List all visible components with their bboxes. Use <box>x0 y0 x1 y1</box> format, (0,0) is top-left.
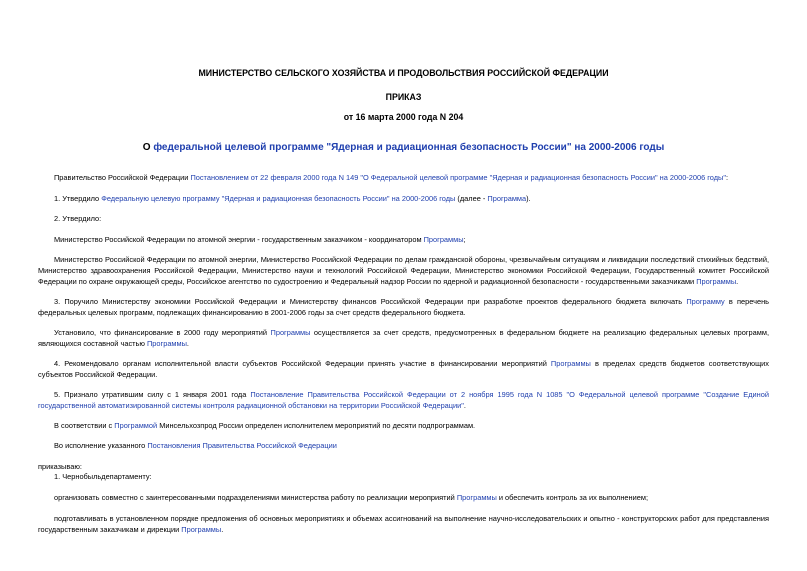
text: Правительство Российской Федерации <box>54 173 191 182</box>
program-link[interactable]: Программы <box>550 359 591 368</box>
text: Минсельхозпрод России определен исполнителем мероприятий по десяти подпрограммам. <box>157 421 476 430</box>
text: приказываю: <box>38 462 82 471</box>
paragraph-14 <box>38 492 769 503</box>
date-number-heading: от 16 марта 2000 года N 204 <box>343 112 464 122</box>
resolution-149-link[interactable]: Постановлением от 22 февраля 2000 года N 149 "О Федеральной целевой программе "Ядерная и радиационная безопасность России" на 2000-2006 годы" <box>190 173 726 182</box>
doc-type-heading: ПРИКАЗ <box>385 92 422 102</box>
text: 1. Утвердило <box>54 194 102 203</box>
text: Во исполнение указанного <box>54 441 148 450</box>
paragraph-9 <box>38 389 769 411</box>
text: и обеспечить контроль за их выполнением; <box>496 493 648 502</box>
text: организовать совместно с заинтересованными подразделениями министерства работу по реализации мероприятий <box>54 493 457 502</box>
program-link[interactable]: Программой <box>114 421 158 430</box>
text: . <box>736 277 739 286</box>
resolution-link[interactable]: Постановления Правительства Российской Федерации <box>147 441 337 450</box>
text: . <box>463 401 466 410</box>
text: В соответствии с <box>54 421 115 430</box>
program-link[interactable]: Программы <box>146 339 187 348</box>
text: Установило, что финансирование в 2000 году мероприятий <box>54 328 271 337</box>
resolution-1085-link[interactable]: Постановление Правительства Российской Федерации от 2 ноября 1995 года N 1085 "О Федеральной целевой программе "Создание Единой государственной автоматизированной системы контроля радиационной обстановки на территории Российской Федерации" <box>38 390 769 410</box>
text: . <box>186 339 189 348</box>
text: ). <box>526 194 531 203</box>
text: в пределах средств бюджетов соответствующих субъектов Российской Федерации. <box>38 359 769 379</box>
text: . <box>221 525 224 534</box>
program-short-link[interactable]: Программа <box>487 194 527 203</box>
text: 2. Утвердило: <box>54 214 102 223</box>
paragraph-3 <box>38 213 769 224</box>
paragraph-2 <box>38 193 769 204</box>
paragraph-6 <box>38 296 769 318</box>
text: осуществляется за счет средств, предусмотренных в федеральном бюджете на реализацию федеральных целевых программ, являющихся составной частью <box>38 328 769 348</box>
paragraph-7 <box>38 327 769 349</box>
title-link[interactable]: федеральной целевой программе "Ядерная и радиационная безопасность России" на 2000-2006 годы <box>153 142 665 153</box>
text: 4. Рекомендовало органам исполнительной власти субъектов Российской Федерации принять участие в финансировании мероприятий <box>54 359 551 368</box>
paragraph-15 <box>38 513 769 535</box>
text: : <box>726 173 729 182</box>
order-title <box>0 142 807 153</box>
text: 5. Признало утратившим силу с 1 января 2001 года <box>54 390 251 399</box>
paragraph-10 <box>38 420 769 431</box>
paragraph-13 <box>38 471 769 482</box>
program-link[interactable]: Программу <box>686 297 725 306</box>
text: Министерство Российской Федерации по атомной энергии, Министерство Российской Федерации по делам гражданской обороны, чрезвычайным ситуациям и ликвидации последствий стихийных бедствий, Министерство здравоохранения Российской Федерации, Министерство науки и технологий Российской Федерации, Министерство экономики Российской Федерации, Государственный комитет Российской Федерации по охране окружающей среды, Российское агентство по судостроению и Федеральный надзор России по ядерной и радиационной безопасности - государственными заказчиками <box>38 255 769 286</box>
ministry-heading: МИНИСТЕРСТВО СЕЛЬСКОГО ХОЗЯЙСТВА И ПРОДОВОЛЬСТВИЯ РОССИЙСКОЙ ФЕДЕРАЦИИ <box>198 68 609 78</box>
text: Министерство Российской Федерации по атомной энергии - государственным заказчиком - координатором <box>54 235 424 244</box>
text: 1. Чернобыльдепартаменту: <box>54 472 152 481</box>
paragraph-11 <box>38 440 769 451</box>
text: в перечень федеральных целевых программ, подлежащих финансированию в 2001-2006 годы за счет средств федерального бюджета. <box>38 297 770 317</box>
paragraph-5 <box>38 254 769 287</box>
paragraph-4 <box>38 234 769 245</box>
paragraph-8 <box>38 358 769 380</box>
title-prefix: О <box>142 142 154 153</box>
paragraph-1 <box>38 172 769 183</box>
text: подготавливать в установленном порядке предложения об основных мероприятиях и объемах ассигнований на выполнение научно-исследовательских и опытно - конструкторских работ для представления государственным заказчикам и дирекции <box>38 514 769 534</box>
program-link[interactable]: Программы <box>423 235 464 244</box>
program-link[interactable]: Программы <box>456 493 497 502</box>
program-link[interactable]: Программы <box>696 277 737 286</box>
program-link[interactable]: Программы <box>270 328 311 337</box>
text: 3. Поручило Министерству экономики Российской Федерации и Министерству финансов Российской Федерации при разработке проектов федерального бюджета включать <box>54 297 687 306</box>
program-link[interactable]: Федеральную целевую программу "Ядерная и радиационная безопасность России" на 2000-2006 годы <box>101 194 456 203</box>
text: ; <box>463 235 466 244</box>
program-link[interactable]: Программы <box>181 525 222 534</box>
text: (далее - <box>455 194 488 203</box>
